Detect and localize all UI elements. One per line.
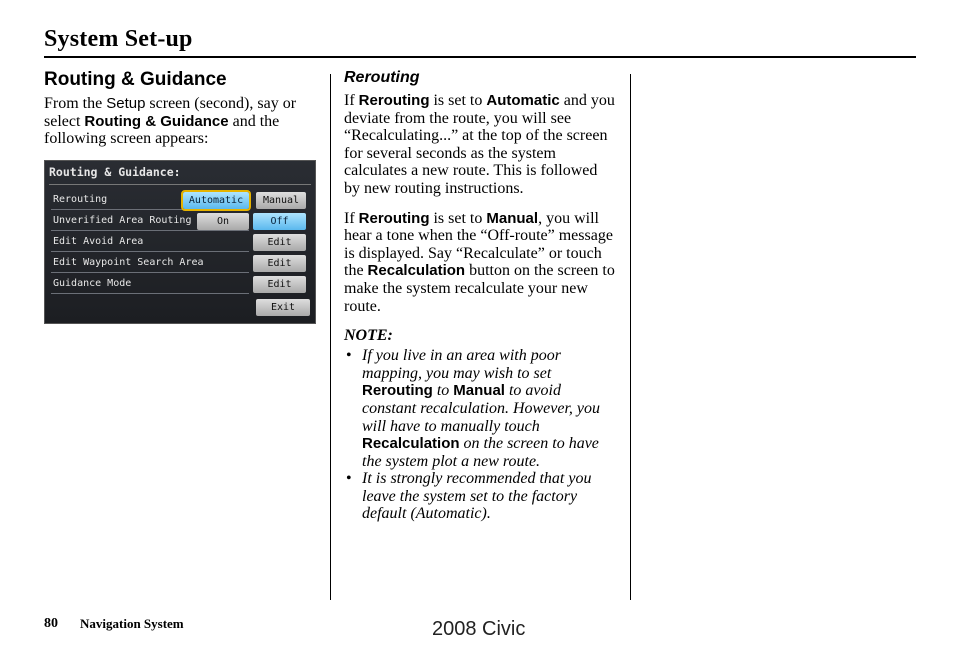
intro-text-2: screen (second), say or select xyxy=(44,95,297,130)
p2-manual: Manual xyxy=(486,209,539,227)
note-list xyxy=(344,347,616,523)
footer-page-number: 80 xyxy=(44,616,58,631)
row-label: Guidance Mode xyxy=(53,277,132,289)
bullet: • xyxy=(346,347,352,365)
column-2 xyxy=(344,66,616,523)
p2-recalculation: Recalculation xyxy=(367,262,466,280)
intro-text-1: From the xyxy=(44,95,107,112)
note-item xyxy=(344,470,616,523)
n1-manual: Manual xyxy=(453,382,505,400)
n1-text-d: on the screen to have the system plot a new route. xyxy=(362,435,599,470)
page-header-title: System Set-up xyxy=(44,26,193,52)
p1-rerouting: Rerouting xyxy=(358,92,430,109)
off-button[interactable]: Off xyxy=(253,213,306,230)
rerouting-subtitle: Rerouting xyxy=(344,69,420,86)
n1-rerouting: Rerouting xyxy=(362,382,433,400)
edit-avoid-button[interactable]: Edit xyxy=(253,234,306,251)
intro-setup: Setup xyxy=(106,95,146,112)
p2-text-b: is set to xyxy=(429,209,487,227)
footer-manual-name: Navigation System xyxy=(80,616,184,631)
p1-automatic: Automatic xyxy=(486,92,560,109)
watermark: 2008 Civic xyxy=(432,618,526,640)
note-label: NOTE: xyxy=(344,327,393,345)
row-label: Unverified Area Routing xyxy=(53,214,192,226)
routing-guidance-screen xyxy=(44,160,316,324)
n1-text-c: to avoid constant recalculation. However, you will have to manually touch xyxy=(362,382,601,435)
paragraph-manual xyxy=(344,210,616,316)
p2-text-d: button on the screen to make the system recalculate your new route. xyxy=(344,262,615,315)
bullet: • xyxy=(346,470,352,488)
p2-rerouting: Rerouting xyxy=(358,209,430,227)
intro-paragraph xyxy=(44,95,318,148)
p1-text-c: and you deviate from the route, you will see “Recalculating...” at the top of the screen for several seconds as the system calculates a new route. This is followed by new routing instructions. xyxy=(344,92,615,197)
header-rule xyxy=(44,56,916,58)
row-label: Rerouting xyxy=(53,193,108,205)
n1-recalculation: Recalculation xyxy=(362,435,460,453)
column-divider-right xyxy=(630,74,631,600)
section-title: Routing & Guidance xyxy=(44,69,227,90)
screen-row-guidance-mode xyxy=(51,276,249,294)
column-1 xyxy=(44,66,318,324)
intro-routing-guidance: Routing & Guidance xyxy=(84,112,229,130)
intro-text-3: and the following screen appears: xyxy=(44,112,280,148)
screen-title-divider xyxy=(49,184,311,185)
p2-text-c: , you will hear a tone when the “Off-route” message is displayed. Say “Recalculate” or touch the xyxy=(344,209,613,280)
edit-waypoint-button[interactable]: Edit xyxy=(253,255,306,272)
p1-text-a: If xyxy=(344,92,359,109)
edit-guidance-button[interactable]: Edit xyxy=(253,276,306,293)
column-divider-left xyxy=(330,74,331,600)
paragraph-automatic xyxy=(344,92,616,198)
exit-button[interactable]: Exit xyxy=(256,299,310,316)
screen-row-waypoint xyxy=(51,255,249,273)
row-label: Edit Avoid Area xyxy=(53,235,144,247)
screen-row-avoid-area xyxy=(51,234,249,252)
p1-text-b: is set to xyxy=(429,92,487,109)
screen-title: Routing & Guidance: xyxy=(49,164,181,179)
note-item xyxy=(344,347,616,470)
n1-text-b: to xyxy=(432,382,454,400)
n2-text: It is strongly recommended that you leave the system set to the factory default (Automatic). xyxy=(362,470,592,523)
n1-text-a: If you live in an area with poor mapping, you may wish to set xyxy=(362,347,561,382)
on-button[interactable]: On xyxy=(197,213,249,230)
automatic-button[interactable]: Automatic xyxy=(183,192,249,209)
manual-button[interactable]: Manual xyxy=(256,192,306,209)
row-label: Edit Waypoint Search Area xyxy=(53,256,204,268)
p2-text-a: If xyxy=(344,209,359,227)
